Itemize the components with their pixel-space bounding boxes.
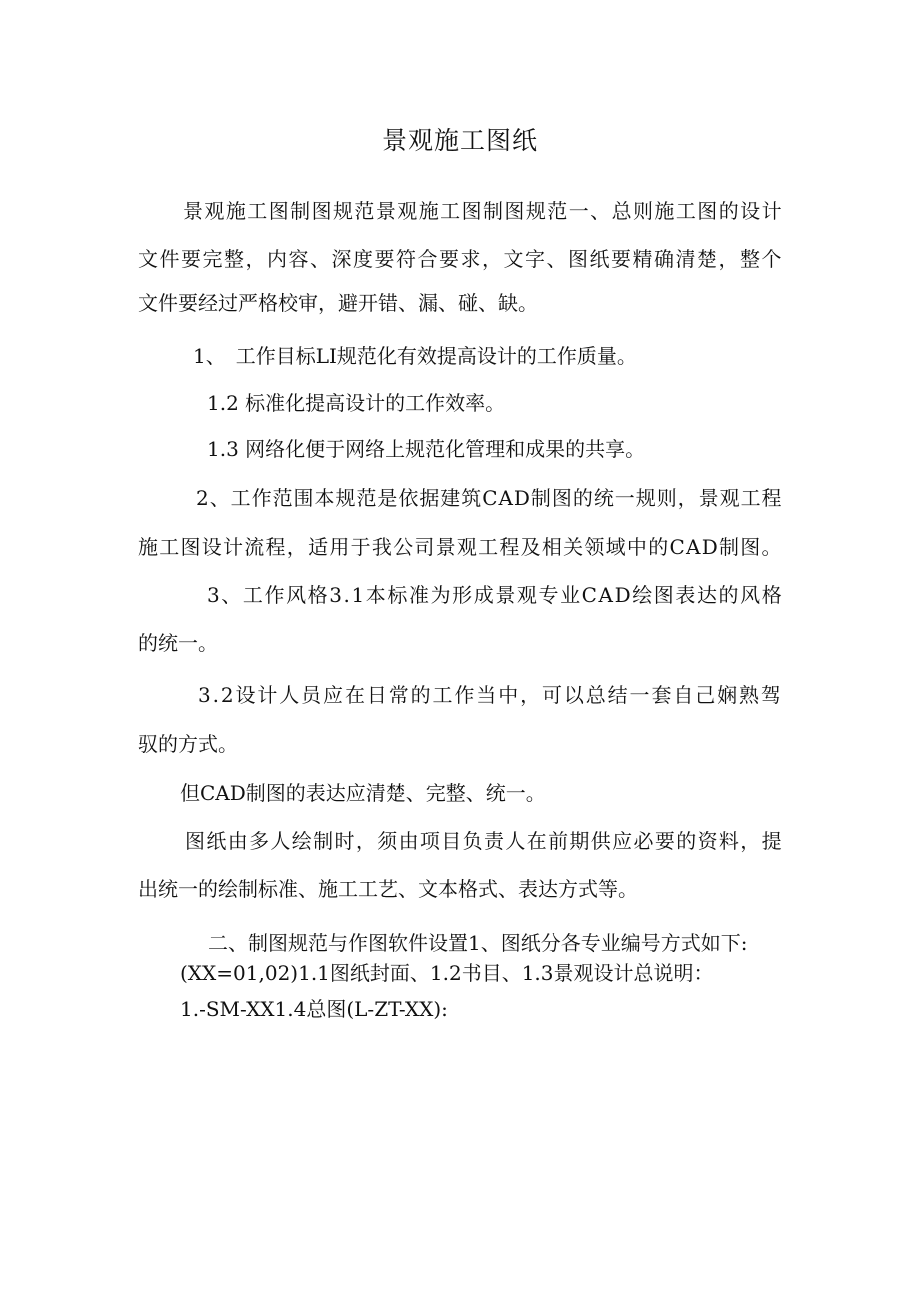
paragraph-line-18: 1.-SM-XX1.4总图(L-ZT-XX): <box>180 997 448 1021</box>
paragraph-line-17: (XX=01,02)1.1图纸封面、1.2书目、1.3景观设计总说明： <box>180 961 714 985</box>
paragraph-line-11: 3.2设计人员应在日常的工作当中，可以总结一套自己娴熟驾 <box>198 683 783 707</box>
paragraph-line-5: 1.2 标准化提高设计的工作效率。 <box>207 391 506 415</box>
paragraph-line-9: 3、工作风格3.1本标准为形成景观专业CAD绘图表达的风格 <box>207 583 784 607</box>
paragraph-line-15: 出统一的绘制标准、施工工艺、文本格式、表达方式等。 <box>138 877 638 901</box>
paragraph-line-14: 图纸由多人绘制时，须由项目负责人在前期供应必要的资料，提 <box>185 829 783 853</box>
paragraph-line-4: 1、 工作目标LI规范化有效提高设计的工作质量。 <box>193 344 637 368</box>
paragraph-line-10: 的统一。 <box>138 631 218 655</box>
paragraph-line-6: 1.3 网络化便于网络上规范化管理和成果的共享。 <box>207 437 646 461</box>
paragraph-line-16: 二、制图规范与作图软件设置1、图纸分各专业编号方式如下: <box>208 931 748 955</box>
paragraph-line-2: 文件要完整，内容、深度要符合要求，文字、图纸要精确清楚，整个 <box>138 247 783 271</box>
paragraph-line-3: 文件要经过严格校审，避开错、漏、碰、缺。 <box>138 291 538 315</box>
paragraph-line-1: 景观施工图制图规范景观施工图制图规范一、总则施工图的设计 <box>183 199 783 223</box>
paragraph-line-12: 驭的方式。 <box>138 732 238 756</box>
paragraph-line-13: 但CAD制图的表达应清楚、完整、统一。 <box>180 781 546 805</box>
document-title: 景观施工图纸 <box>381 126 538 155</box>
paragraph-line-8: 施工图设计流程，适用于我公司景观工程及相关领域中的CAD制图。 <box>138 535 783 559</box>
paragraph-line-7: 2、工作范围本规范是依据建筑CAD制图的统一规则，景观工程 <box>196 486 783 510</box>
